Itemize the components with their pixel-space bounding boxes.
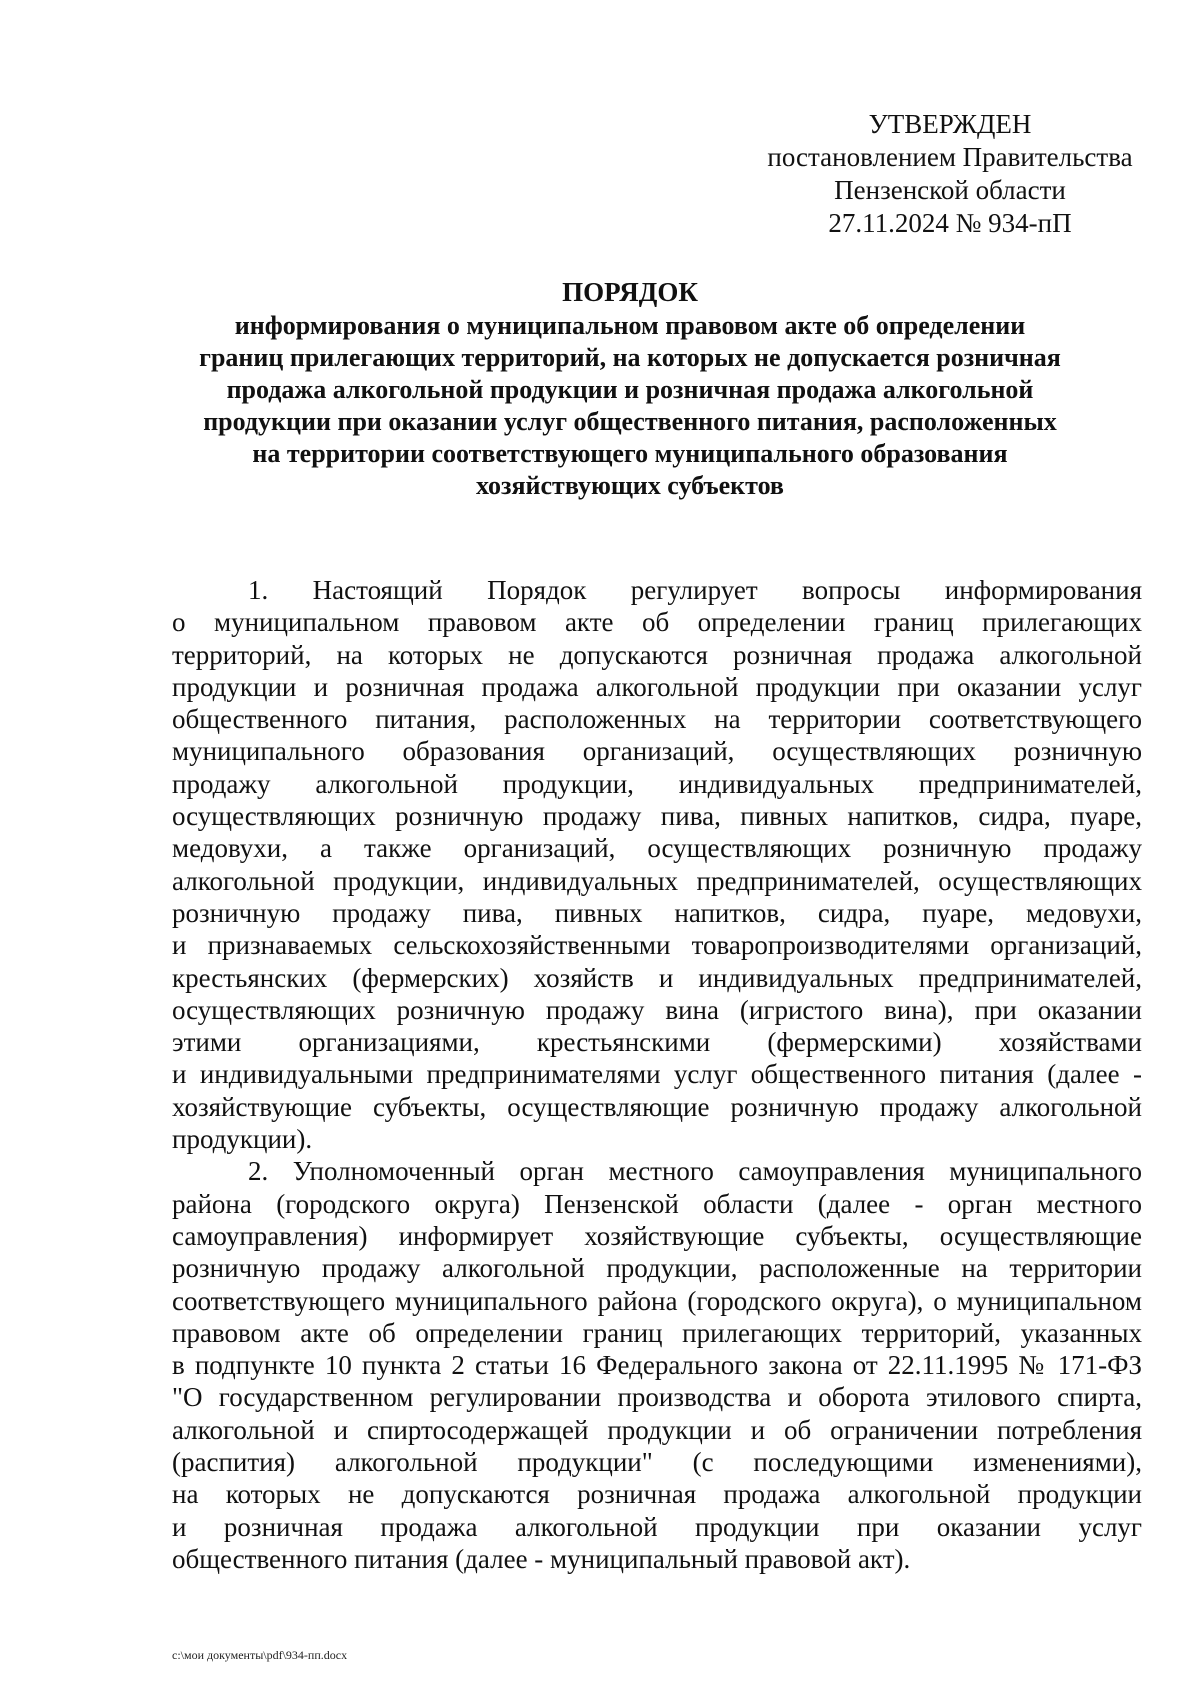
file-path-footer: c:\мои документы\pdf\934-пп.docx	[172, 1648, 348, 1662]
paragraph-line: о муниципальном правовом акте об определении границ прилегающих	[172, 607, 1142, 638]
title-line: информирования о муниципальном правовом акте об определении	[234, 311, 1026, 340]
paragraph-line: общественного питания (далее - муниципальный правовой акт).	[172, 1543, 911, 1574]
title-subtitle	[170, 310, 1090, 502]
title-line: хозяйствующих субъектов	[476, 471, 784, 500]
paragraph-line: "О государственном регулировании производства и оборота этилового спирта,	[172, 1382, 1142, 1413]
approval-region: Пензенской области	[834, 175, 1066, 205]
paragraph-line: муниципального образования организаций, осуществляющих розничную	[172, 736, 1142, 767]
paragraph-line: территорий, на которых не допускаются розничная продажа алкогольной	[172, 639, 1142, 670]
paragraph-line: хозяйствующие субъекты, осуществляющие розничную продажу алкогольной	[172, 1091, 1142, 1122]
paragraph-line: на которых не допускаются розничная продажа алкогольной продукции	[172, 1479, 1142, 1510]
paragraph-line: продукции).	[172, 1124, 313, 1155]
document-title	[170, 276, 1090, 502]
paragraph-line: алкогольной и спиртосодержащей продукции и об ограничении потребления	[172, 1414, 1142, 1445]
paragraph-line: этими организациями, крестьянскими (фермерскими) хозяйствами	[172, 1027, 1142, 1058]
paragraph-line: продукции и розничная продажа алкогольной продукции при оказании услуг	[172, 671, 1142, 702]
paragraph-line: крестьянских (фермерских) хозяйств и индивидуальных предпринимателей,	[172, 962, 1142, 993]
paragraph-line: самоуправления) информирует хозяйствующие субъекты, осуществляющие	[172, 1220, 1142, 1251]
paragraph-line: в подпункте 10 пункта 2 статьи 16 Федерального закона от 22.11.1995 № 171-ФЗ	[172, 1350, 1142, 1381]
paragraph-line: 1. Настоящий Порядок регулирует вопросы информирования	[248, 575, 1142, 605]
title-line: продукции при оказании услуг общественного питания, расположенных	[203, 407, 1057, 436]
paragraph-line: осуществляющих розничную продажу вина (игристого вина), при оказании	[172, 994, 1142, 1025]
title-line: на территории соответствующего муниципального образования	[252, 439, 1008, 468]
title-heading: ПОРЯДОК	[562, 277, 698, 307]
paragraph-line: района (городского округа) Пензенской области (далее - орган местного	[172, 1188, 1142, 1219]
approval-stamp	[740, 108, 1160, 240]
paragraph-line: и розничная продажа алкогольной продукции при оказании услуг	[172, 1511, 1142, 1542]
paragraph-2	[172, 1155, 1142, 1575]
paragraph-line: медовухи, а также организаций, осуществляющих розничную продажу	[172, 833, 1142, 864]
paragraph-line: правовом акте об определении границ прилегающих территорий, указанных	[172, 1317, 1142, 1348]
paragraph-line: продажу алкогольной продукции, индивидуальных предпринимателей,	[172, 768, 1142, 799]
paragraph-line: 2. Уполномоченный орган местного самоуправления муниципального	[248, 1156, 1142, 1187]
paragraph-line: осуществляющих розничную продажу пива, пивных напитков, сидра, пуаре,	[172, 801, 1142, 832]
paragraph-line: и индивидуальными предпринимателями услуг общественного питания (далее -	[172, 1059, 1142, 1090]
title-line: продажа алкогольной продукции и розничная продажа алкогольной	[226, 375, 1034, 404]
paragraph-line: общественного питания, расположенных на территории соответствующего	[172, 704, 1142, 735]
title-line: границ прилегающих территорий, на которых не допускается розничная	[199, 343, 1061, 372]
paragraph-line: и признаваемых сельскохозяйственными товаропроизводителями организаций,	[172, 930, 1142, 961]
paragraph-1	[172, 574, 1142, 1155]
paragraph-line: алкогольной продукции, индивидуальных предпринимателей, осуществляющих	[172, 865, 1142, 896]
approval-approved: УТВЕРЖДЕН	[868, 109, 1032, 139]
approval-decree: постановлением Правительства	[767, 142, 1133, 172]
paragraph-line: розничную продажу алкогольной продукции, расположенные на территории	[172, 1253, 1142, 1284]
paragraph-line: розничную продажу пива, пивных напитков, сидра, пуаре, медовухи,	[172, 897, 1142, 928]
document-body	[172, 574, 1142, 1575]
approval-date-number: 27.11.2024 № 934-пП	[828, 208, 1072, 238]
paragraph-line: (распития) алкогольной продукции" (с последующими изменениями),	[172, 1447, 1142, 1478]
paragraph-line: соответствующего муниципального района (городского округа), о муниципальном	[172, 1285, 1142, 1316]
